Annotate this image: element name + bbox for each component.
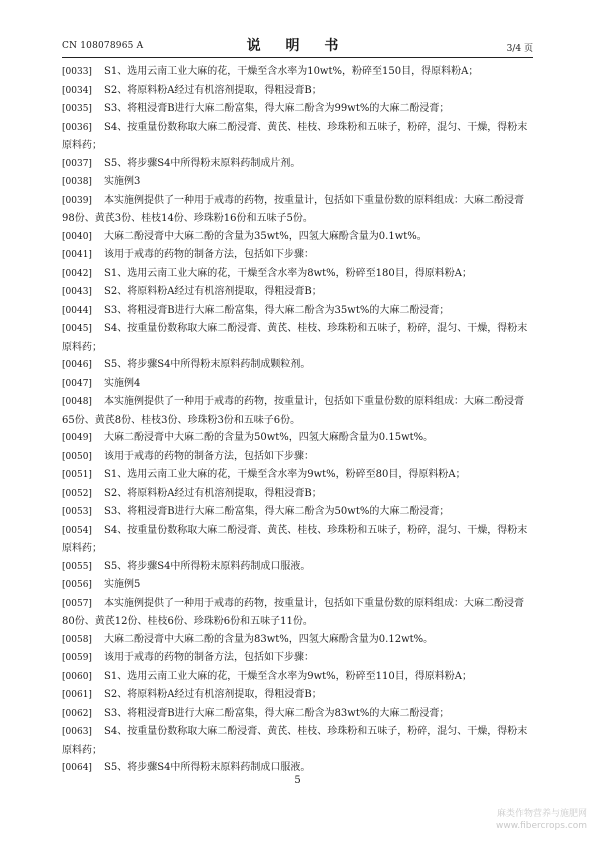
paragraph-text: S4、按重量份数称取大麻二酚浸膏、黄芪、桂枝、珍珠粉和五味子，粉碎，混匀、干燥，得粉末原料药； [62, 121, 528, 151]
paragraph-text: S4、按重量份数称取大麻二酚浸膏、黄芪、桂枝、珍珠粉和五味子，粉碎，混匀、干燥，得粉末原料药； [62, 726, 528, 756]
paragraph-number: [0037] [62, 158, 92, 169]
paragraph-number: [0055] [62, 561, 92, 572]
paragraph-number: [0061] [62, 690, 92, 700]
paragraph-number: [0059] [62, 653, 92, 663]
paragraph-text: 本实施例提供了一种用于戒毒的药物，按重量计，包括如下重量份数的原料组成：大麻二酚浸膏65份、黄芪8份、桂枝3份、珍珠粉3份和五味子6份。 [62, 396, 524, 426]
paragraph-text: S1、选用云南工业大麻的花，干燥至含水率为9wt%，粉碎至110目，得原料粉A； [104, 670, 472, 682]
paragraph-number: [0064] [62, 763, 92, 773]
paragraph-number: [0060] [62, 671, 92, 682]
paragraph-text: S5、将步骤S4中所得粉末原料药制成颗粒剂。 [104, 359, 311, 370]
paragraph-number: [0034] [62, 85, 92, 96]
paragraph-text: 实施例4 [104, 377, 141, 389]
paragraph-number: [0047] [62, 378, 92, 389]
paragraph-number: [0063] [62, 727, 92, 737]
paragraph [62, 375, 535, 394]
paragraph-number: [0041] [62, 250, 92, 260]
page-index: 3/4 页 [506, 44, 533, 54]
paragraph [62, 100, 535, 119]
paragraph [62, 649, 535, 668]
paragraph-text: S3、将粗浸膏B进行大麻二酚富集，得大麻二酚含为83wt%的大麻二酚浸膏； [104, 707, 450, 719]
paragraph-number: [0040] [62, 231, 92, 242]
paragraph-number: [0043] [62, 287, 92, 297]
paragraph [62, 705, 535, 724]
publication-number: CN 108078965 A [62, 41, 144, 51]
paragraph [62, 246, 535, 265]
paragraph [62, 283, 535, 302]
paragraph-number: [0033] [62, 67, 92, 77]
paragraph-text: S1、选用云南工业大麻的花，干燥至含水率为8wt%，粉碎至180目，得原料粉A； [104, 267, 472, 279]
paragraph [62, 503, 535, 522]
paragraph-text: S1、选用云南工业大麻的花，干燥至含水率为9wt%，粉碎至80目，得原料粉A； [104, 469, 466, 480]
paragraph [62, 485, 535, 504]
paragraph-text: 大麻二酚浸膏中大麻二酚的含量为83wt%，四氢大麻酚含量为0.12wt%。 [104, 633, 434, 645]
paragraph-text: 该用于戒毒的药物的制备方法，包括如下步骤： [104, 450, 314, 462]
paragraph [62, 466, 535, 485]
paragraph-text: S3、将粗浸膏B进行大麻二酚富集，得大麻二酚含为35wt%的大麻二酚浸膏； [104, 304, 450, 316]
paragraph-text: 该用于戒毒的药物的制备方法，包括如下步骤： [104, 652, 314, 663]
watermark-url: www.fibercrops.com [496, 821, 587, 831]
page-number: 5 [294, 775, 301, 786]
paragraph [62, 265, 535, 284]
paragraph-number: [0051] [62, 470, 92, 480]
paragraph-text: 大麻二酚浸膏中大麻二酚的含量为35wt%，四氢大麻酚含量为0.1wt%。 [104, 230, 427, 242]
paragraph [62, 320, 535, 356]
paragraph [62, 119, 535, 155]
paragraph-text: S2、将原料粉A经过有机溶剂提取，得粗浸膏B； [104, 84, 322, 96]
paragraph [62, 558, 535, 577]
paragraph-text: 该用于戒毒的药物的制备方法，包括如下步骤： [104, 249, 314, 260]
paragraph-number: [0062] [62, 708, 92, 719]
paragraph [62, 723, 535, 759]
paragraph-text: 大麻二酚浸膏中大麻二酚的含量为50wt%，四氢大麻酚含量为0.15wt%。 [104, 432, 434, 443]
paragraph-number: [0035] [62, 104, 92, 114]
watermark-site-name: 麻类作物营养与施肥网 [496, 809, 587, 819]
paragraph-text: S2、将原料粉A经过有机溶剂提取，得粗浸膏B； [104, 487, 322, 499]
paragraph-text: 本实施例提供了一种用于戒毒的药物，按重量计，包括如下重量份数的原料组成：大麻二酚浸膏98份、黄芪3份、桂枝14份、珍珠粉16份和五味子5份。 [62, 194, 524, 224]
paragraph [62, 595, 535, 631]
paragraph-number: [0054] [62, 525, 92, 536]
paragraph [62, 576, 535, 595]
paragraph [62, 668, 535, 687]
paragraph-number: [0039] [62, 195, 92, 206]
paragraph-number: [0036] [62, 122, 92, 133]
document-body [62, 63, 535, 778]
paragraph-text: S3、将粗浸膏B进行大麻二酚富集，得大麻二酚含为99wt%的大麻二酚浸膏； [104, 103, 450, 114]
paragraph-number: [0042] [62, 268, 92, 279]
paragraph-number: [0050] [62, 451, 92, 462]
paragraph [62, 302, 535, 321]
paragraph [62, 393, 535, 429]
paragraph [62, 429, 535, 448]
paragraph-text: S5、将步骤S4中所得粉末原料药制成口服液。 [104, 762, 311, 773]
page-header [62, 35, 533, 58]
paragraph [62, 522, 535, 558]
paragraph-number: [0044] [62, 305, 92, 316]
paragraph-text: S2、将原料粉A经过有机溶剂提取，得粗浸膏B； [104, 286, 322, 297]
paragraph-text: S4、按重量份数称取大麻二酚浸膏、黄芪、桂枝、珍珠粉和五味子，粉碎，混匀、干燥，得粉末原料药； [62, 323, 528, 353]
paragraph [62, 686, 535, 705]
paragraph-number: [0046] [62, 360, 92, 370]
paragraph-number: [0038] [62, 177, 92, 187]
paragraph [62, 82, 535, 101]
paragraph-text: S3、将粗浸膏B进行大麻二酚富集，得大麻二酚含为50wt%的大麻二酚浸膏； [104, 506, 450, 517]
paragraph-number: [0053] [62, 507, 92, 517]
paragraph [62, 356, 535, 375]
paragraph-text: S5、将步骤S4中所得粉末原料药制成口服液。 [104, 560, 311, 572]
paragraph-text: S1、选用云南工业大麻的花，干燥至含水率为10wt%，粉碎至150目，得原料粉A； [104, 66, 479, 77]
paragraph [62, 192, 535, 228]
paragraph [62, 228, 535, 247]
paragraph-number: [0057] [62, 598, 92, 609]
paragraph-text: S5、将步骤S4中所得粉末原料药制成片剂。 [104, 157, 301, 169]
paragraph-number: [0056] [62, 580, 92, 590]
paragraph-number: [0058] [62, 634, 92, 645]
paragraph [62, 63, 535, 82]
paragraph-text: 实施例5 [104, 579, 141, 590]
paragraph-text: S4、按重量份数称取大麻二酚浸膏、黄芪、桂枝、珍珠粉和五味子，粉碎，混匀、干燥，得粉末原料药； [62, 524, 528, 554]
paragraph [62, 173, 535, 192]
paragraph-text: 实施例3 [104, 176, 141, 187]
paragraph-number: [0048] [62, 397, 92, 407]
paragraph-number: [0049] [62, 433, 92, 443]
paragraph-number: [0045] [62, 324, 92, 334]
watermark [496, 808, 587, 832]
paragraph-text: S2、将原料粉A经过有机溶剂提取，得粗浸膏B； [104, 689, 322, 700]
paragraph [62, 448, 535, 467]
paragraph-number: [0052] [62, 488, 92, 499]
paragraph [62, 631, 535, 650]
paragraph [62, 155, 535, 174]
document-title: 说 明 书 [246, 38, 349, 54]
paragraph-text: 本实施例提供了一种用于戒毒的药物，按重量计，包括如下重量份数的原料组成：大麻二酚浸膏80份、黄芪12份、桂枝6份、珍珠粉6份和五味子11份。 [62, 597, 524, 627]
